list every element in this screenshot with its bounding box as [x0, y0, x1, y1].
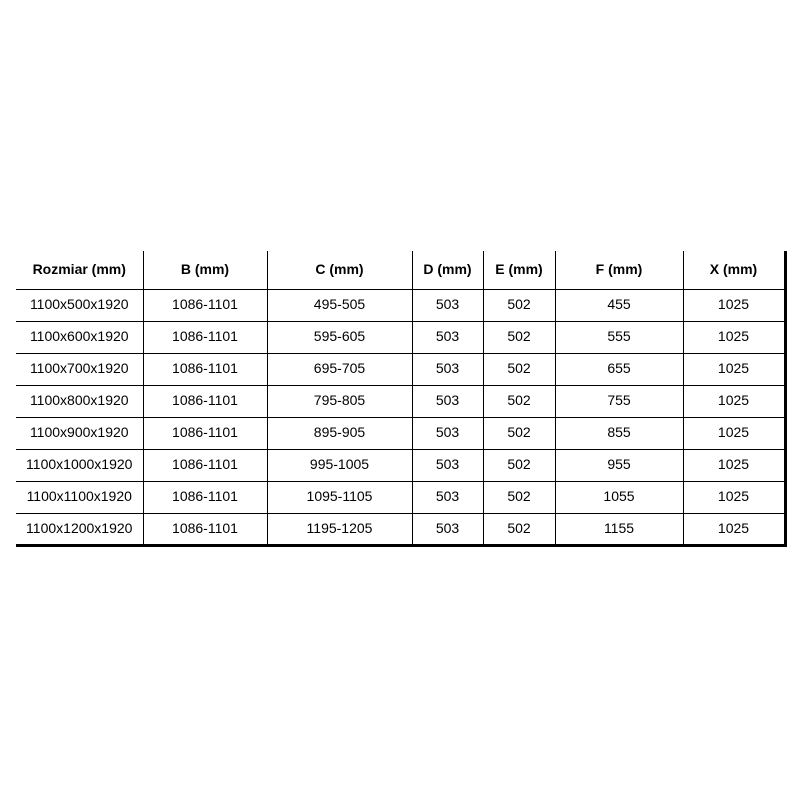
table-cell: 502 — [483, 417, 555, 449]
dimensions-table — [16, 251, 787, 547]
table-cell: 555 — [555, 321, 683, 353]
column-header-rozmiar: Rozmiar (mm) — [16, 251, 143, 289]
table-cell: 503 — [412, 321, 483, 353]
table-cell: 503 — [412, 513, 483, 545]
table-cell: 1025 — [683, 513, 785, 545]
table-cell: 1100x1100x1920 — [16, 481, 143, 513]
table-cell: 503 — [412, 481, 483, 513]
table-cell: 595-605 — [267, 321, 412, 353]
table-cell: 502 — [483, 513, 555, 545]
table-cell: 1100x800x1920 — [16, 385, 143, 417]
table-cell: 1025 — [683, 481, 785, 513]
table-cell: 502 — [483, 449, 555, 481]
table-cell: 503 — [412, 385, 483, 417]
table-row — [16, 513, 785, 545]
table-cell: 1025 — [683, 321, 785, 353]
table-cell: 855 — [555, 417, 683, 449]
column-header-c: C (mm) — [267, 251, 412, 289]
column-header-b: B (mm) — [143, 251, 267, 289]
table-cell: 502 — [483, 481, 555, 513]
table-cell: 1100x1000x1920 — [16, 449, 143, 481]
table-cell: 502 — [483, 289, 555, 321]
table-cell: 495-505 — [267, 289, 412, 321]
table-cell: 1086-1101 — [143, 289, 267, 321]
table-cell: 1086-1101 — [143, 353, 267, 385]
table-cell: 1100x500x1920 — [16, 289, 143, 321]
table-cell: 502 — [483, 353, 555, 385]
table-cell: 1086-1101 — [143, 417, 267, 449]
table-cell: 1086-1101 — [143, 513, 267, 545]
table-header-row — [16, 251, 785, 289]
table-cell: 1055 — [555, 481, 683, 513]
table-cell: 1100x900x1920 — [16, 417, 143, 449]
table-cell: 1095-1105 — [267, 481, 412, 513]
table-row — [16, 417, 785, 449]
table-cell: 655 — [555, 353, 683, 385]
table-cell: 1025 — [683, 449, 785, 481]
table-cell: 1086-1101 — [143, 321, 267, 353]
table-row — [16, 289, 785, 321]
column-header-x: X (mm) — [683, 251, 785, 289]
table-row — [16, 353, 785, 385]
table-body — [16, 289, 785, 545]
table-cell: 1025 — [683, 289, 785, 321]
table-cell: 1086-1101 — [143, 385, 267, 417]
table-cell: 755 — [555, 385, 683, 417]
table-cell: 1086-1101 — [143, 481, 267, 513]
table-cell: 503 — [412, 289, 483, 321]
table-cell: 1025 — [683, 385, 785, 417]
column-header-f: F (mm) — [555, 251, 683, 289]
table-row — [16, 321, 785, 353]
table-cell: 695-705 — [267, 353, 412, 385]
table-cell: 1086-1101 — [143, 449, 267, 481]
table-cell: 795-805 — [267, 385, 412, 417]
table-row — [16, 481, 785, 513]
table-cell: 502 — [483, 385, 555, 417]
table-cell: 1155 — [555, 513, 683, 545]
table-cell: 1100x700x1920 — [16, 353, 143, 385]
table-cell: 1100x1200x1920 — [16, 513, 143, 545]
table-cell: 503 — [412, 417, 483, 449]
table-cell: 455 — [555, 289, 683, 321]
table-cell: 995-1005 — [267, 449, 412, 481]
table-cell: 502 — [483, 321, 555, 353]
table-row — [16, 449, 785, 481]
table-cell: 503 — [412, 449, 483, 481]
table-cell: 1025 — [683, 353, 785, 385]
table-cell: 1100x600x1920 — [16, 321, 143, 353]
column-header-e: E (mm) — [483, 251, 555, 289]
table-cell: 503 — [412, 353, 483, 385]
table-row — [16, 385, 785, 417]
table-cell: 1025 — [683, 417, 785, 449]
column-header-d: D (mm) — [412, 251, 483, 289]
table-cell: 895-905 — [267, 417, 412, 449]
table-cell: 1195-1205 — [267, 513, 412, 545]
table-cell: 955 — [555, 449, 683, 481]
